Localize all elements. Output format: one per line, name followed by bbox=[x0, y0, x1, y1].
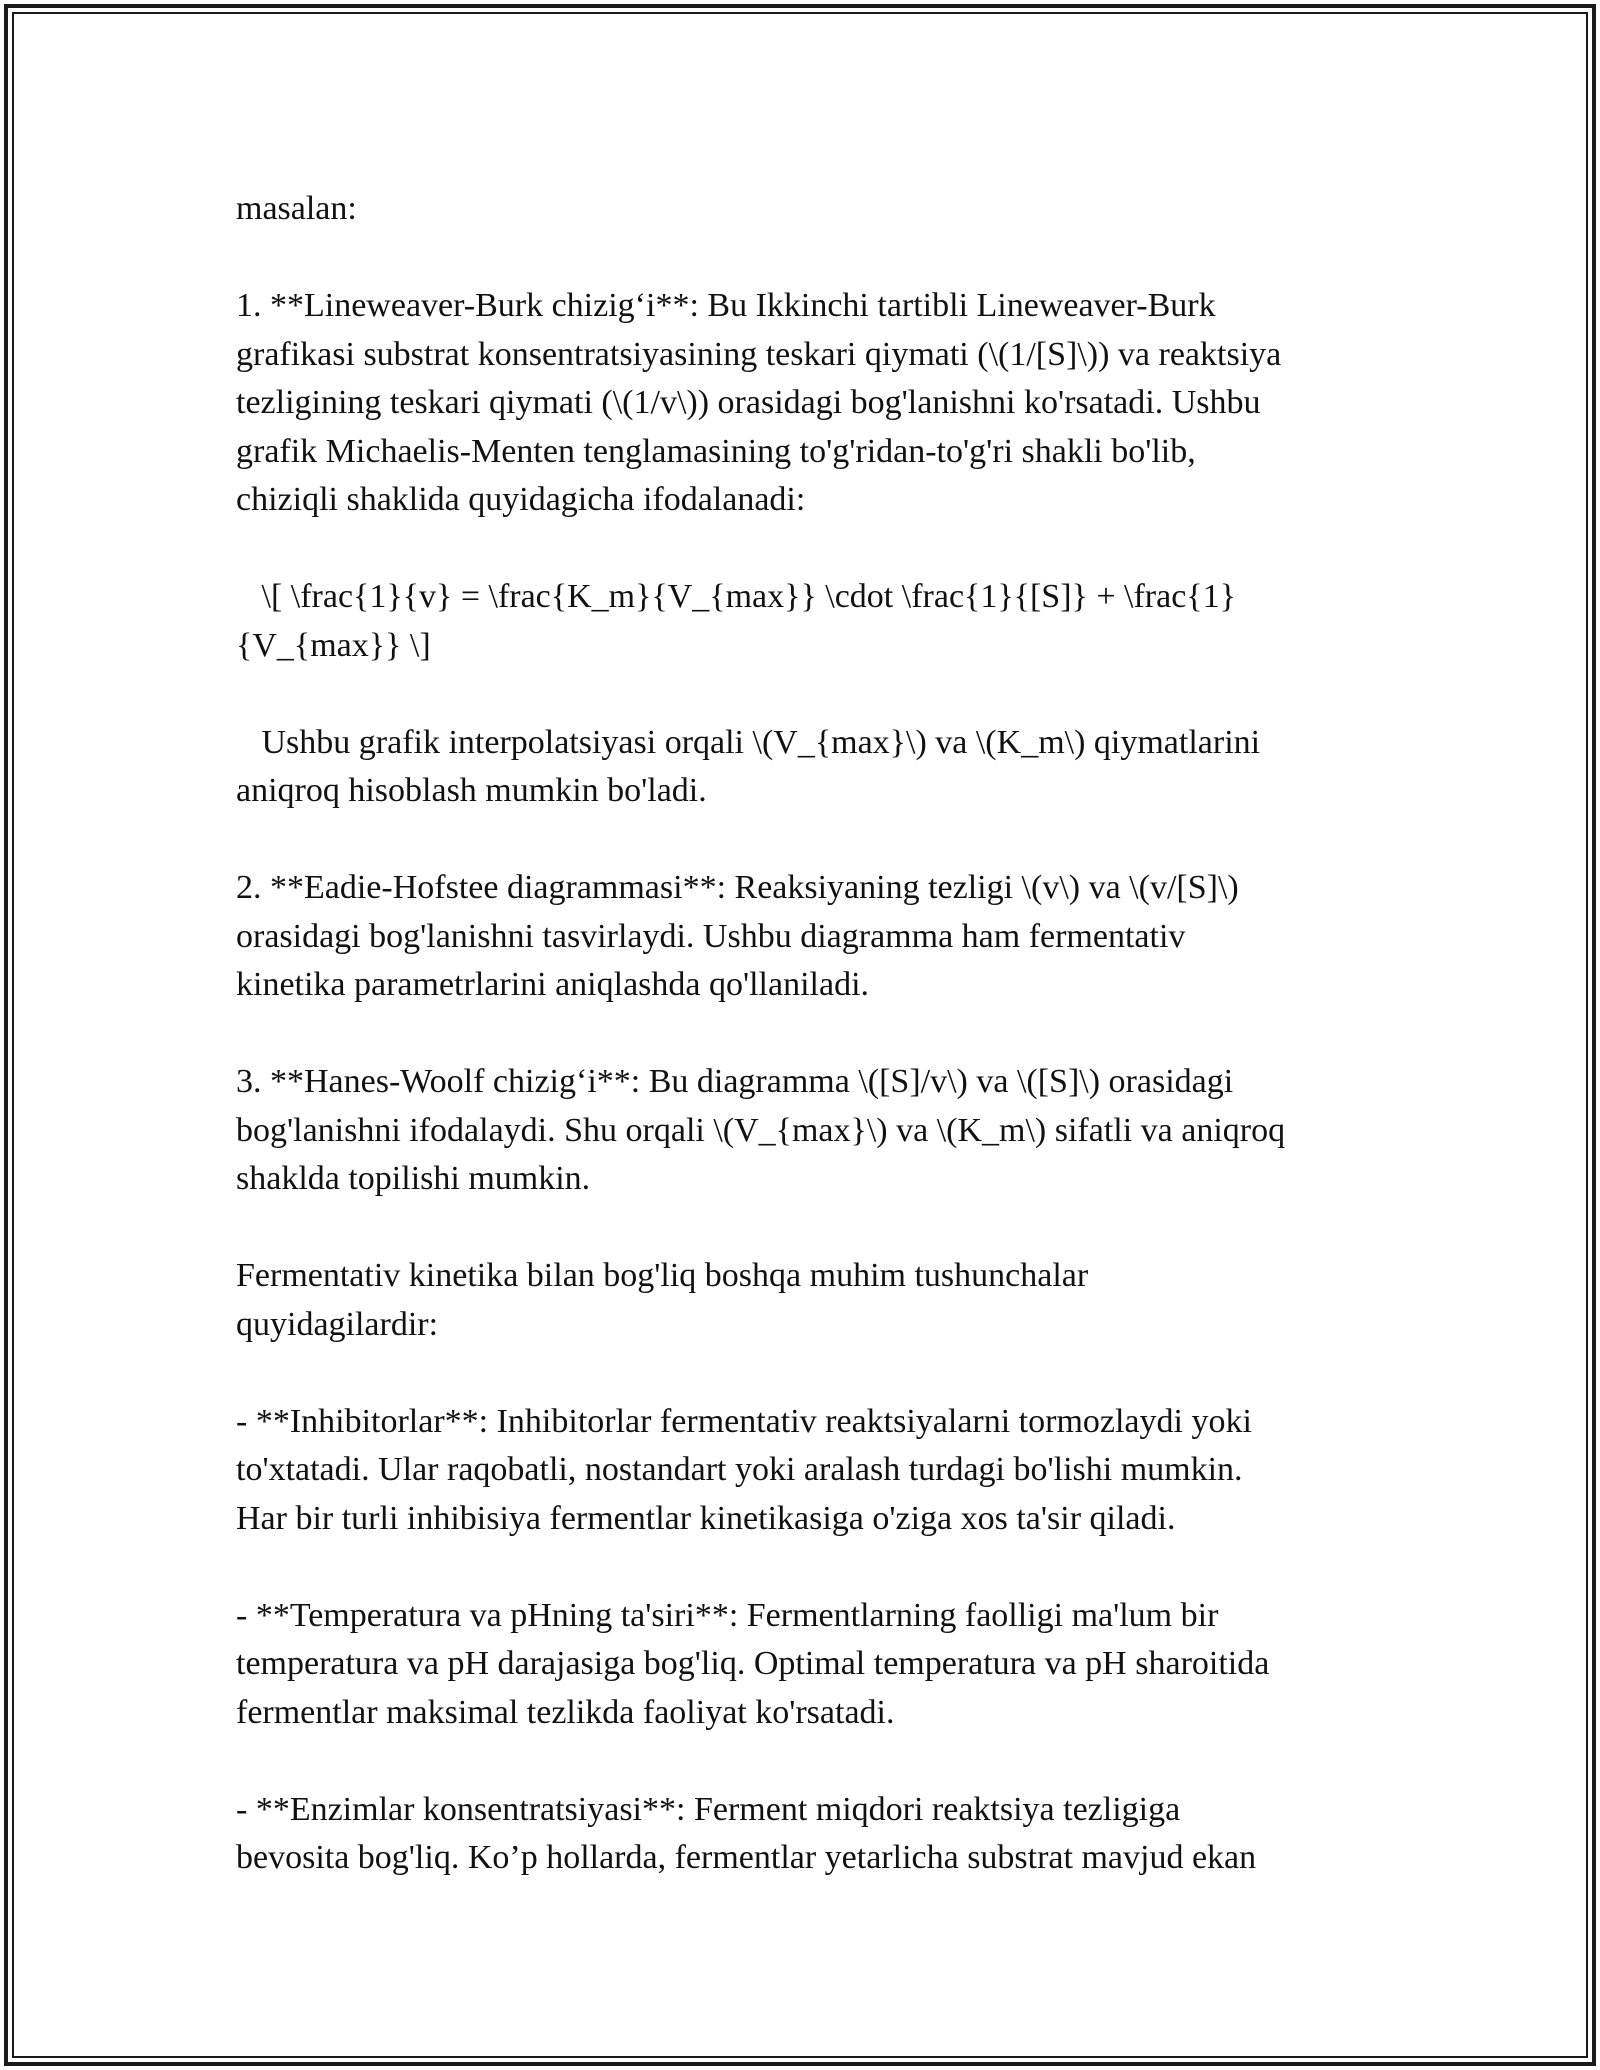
paragraph-hanes-woolf: 3. **Hanes-Woolf chizig‘i**: Bu diagramma \([S]/v\) va \([S]\) orasidagi bog'lanishni ifodalaydi. Shu orqali \(V_{max}\) va \(K_m\) sifatli va aniqroq shaklda topilishi mumkin. bbox=[236, 1063, 1286, 1197]
paragraph-other-concepts: Fermentativ kinetika bilan bog'liq boshqa muhim tushunchalar quyidagilardir: bbox=[236, 1257, 1089, 1343]
paragraph-interpolation: Ushbu grafik interpolatsiyasi orqali \(V_{max}\) va \(K_m\) qiymatlarini aniqroq hisoblash mumkin bo'ladi. bbox=[236, 723, 1261, 809]
paragraph-temperature-ph: - **Temperatura va pHning ta'siri**: Fermentlarning faolligi ma'lum bir temperatura va pH darajasiga bog'liq. Optimal temperatura va pH sharoitida fermentlar maksimal tezlikda faoliyat ko'rsatadi. bbox=[236, 1596, 1270, 1731]
paragraph-equation: \[ \frac{1}{v} = \frac{K_m}{V_{max}} \cdot \frac{1}{[S]} + \frac{1} {V_{max}} \] bbox=[236, 578, 1236, 664]
paragraph-eadie-hofstee: 2. **Eadie-Hofstee diagrammasi**: Reaksiyaning tezligi \(v\) va \(v/[S]\) orasidagi bog'lanishni tasvirlaydi. Ushbu diagramma ham fermentativ kinetika parametrlarini aniqlashda qo'llaniladi. bbox=[236, 869, 1239, 1003]
paragraph-enzyme-concentration: - **Enzimlar konsentratsiyasi**: Ferment miqdori reaktsiya tezligiga bevosita bog'liq. Ko’p hollarda, fermentlar yetarlicha substrat mavjud ekan bbox=[236, 1790, 1257, 1876]
paragraph-intro: masalan: bbox=[236, 190, 357, 227]
paragraph-inhibitors: - **Inhibitorlar**: Inhibitorlar fermentativ reaktsiyalarni tormozlaydi yoki to'xtatadi. Ular raqobatli, nostandart yoki aralash turdagi bo'lishi mumkin. Har bir turli inhibisiya fermentlar kinetikasiga o'ziga xos ta'sir qiladi. bbox=[236, 1402, 1252, 1537]
document-body bbox=[236, 185, 1376, 1883]
paragraph-lineweaver-burk: 1. **Lineweaver-Burk chizig‘i**: Bu Ikkinchi tartibli Lineweaver-Burk grafikasi substrat konsentratsiyasining teskari qiymati (\(1/[S]\)) va reaktsiya tezligining teskari qiymati (\(1/v\)) orasidagi bog'lanishni ko'rsatadi. Ushbu grafik Michaelis-Menten tenglamasining to'g'ridan-to'g'ri shakli bo'lib, chiziqli shaklida quyidagicha ifodalanadi: bbox=[236, 287, 1282, 518]
